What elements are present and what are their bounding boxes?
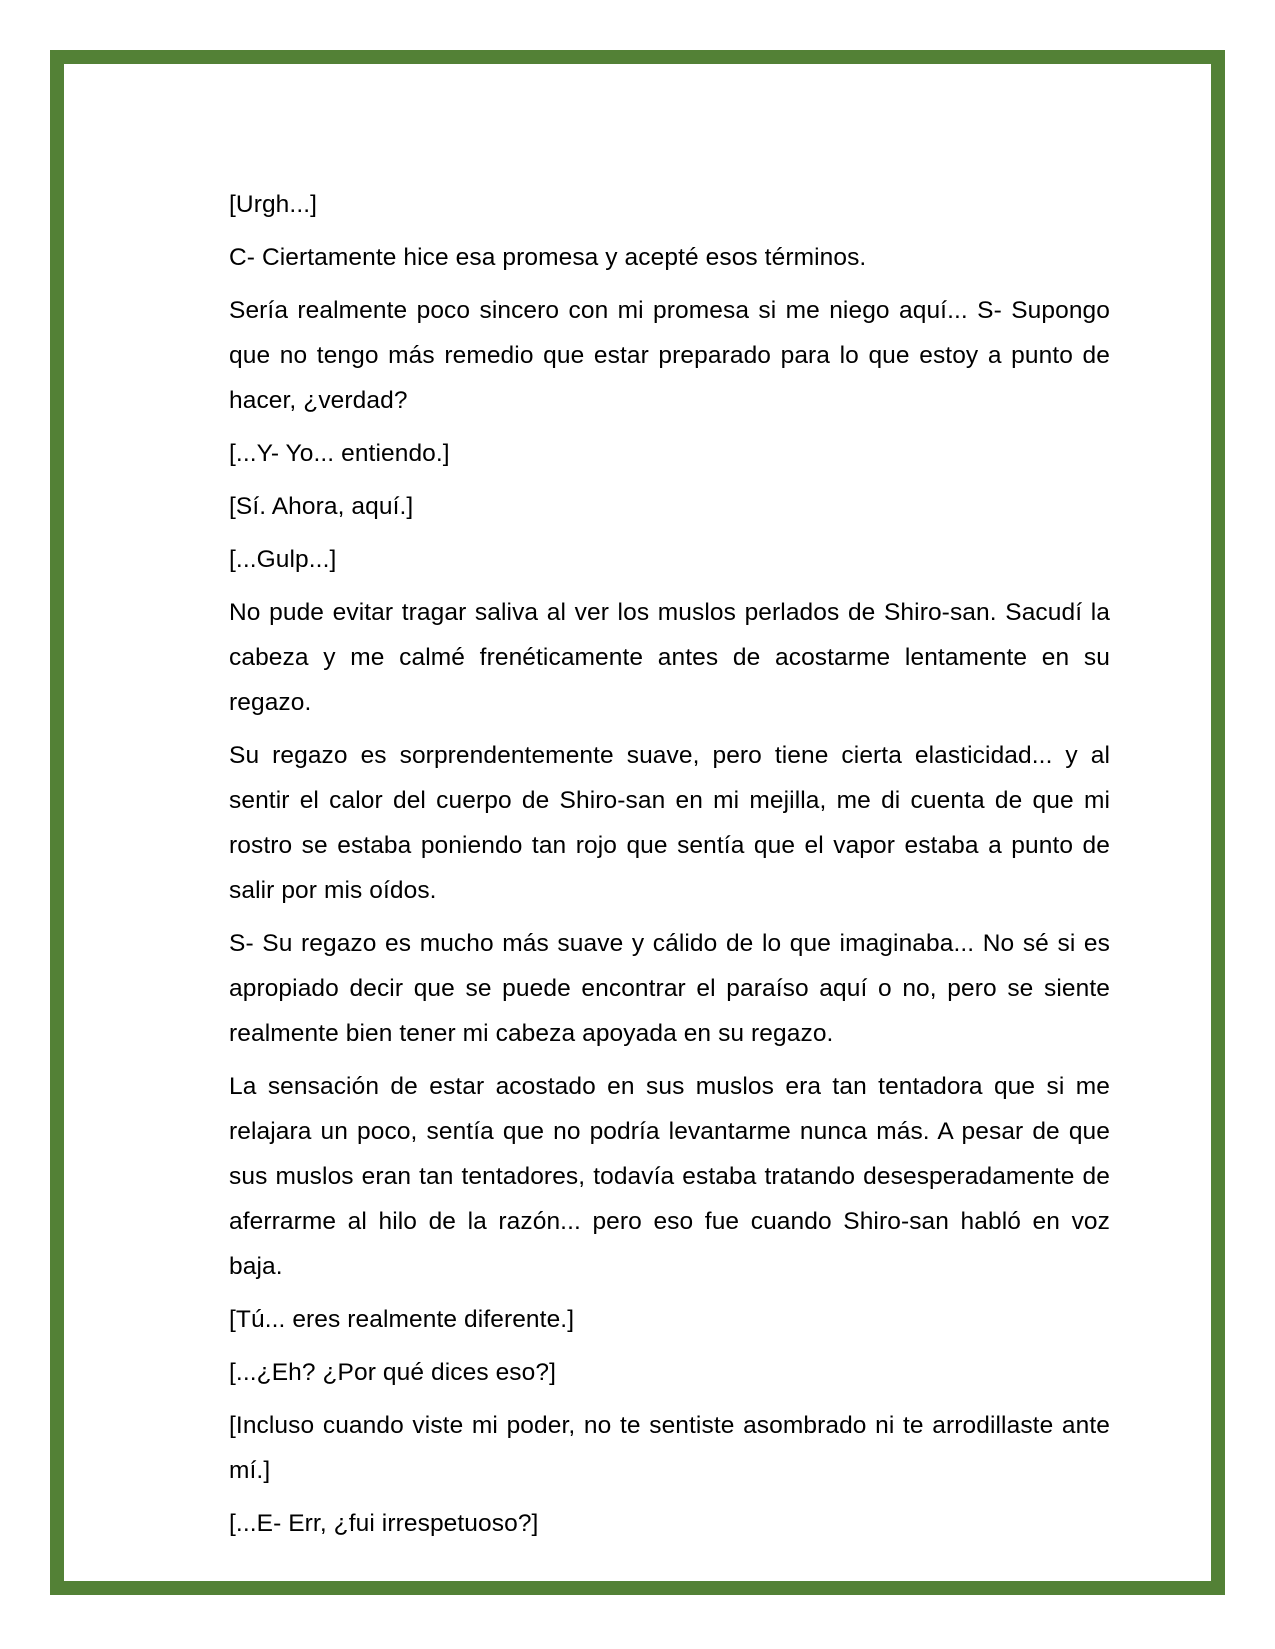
paragraph: [...Gulp...] [229, 546, 337, 573]
paragraph: La sensación de estar acostado en sus muslos era tan tentadora que si me relajara un poco, sentía que no podría levantarme nunca más. A pesar de que sus muslos eran tan tentadores, todavía estaba tratando desesperadamente de aferrarme al hilo de la razón... pero eso fue cuando Shiro-san habló en voz baja. [229, 1073, 1110, 1280]
paragraph: [Urgh...] [229, 191, 318, 218]
paragraph: [Incluso cuando viste mi poder, no te sentiste asombrado ni te arrodillaste ante mí.] [229, 1412, 1110, 1484]
paragraph: [...¿Eh? ¿Por qué dices eso?] [229, 1359, 557, 1386]
paragraph: [Tú... eres realmente diferente.] [229, 1306, 575, 1333]
paragraph: Su regazo es sorprendentemente suave, pero tiene cierta elasticidad... y al sentir el calor del cuerpo de Shiro-san en mi mejilla, me di cuenta de que mi rostro se estaba poniendo tan rojo que sentía que el vapor estaba a punto de salir por mis oídos. [229, 742, 1110, 904]
page-green-border-frame [50, 50, 1225, 1595]
paragraph: Sería realmente poco sincero con mi promesa si me niego aquí... S- Supongo que no tengo más remedio que estar preparado para lo que estoy a punto de hacer, ¿verdad? [229, 297, 1110, 414]
paragraph: C- Ciertamente hice esa promesa y acepté esos términos. [229, 244, 867, 271]
paragraph: [Sí. Ahora, aquí.] [229, 493, 414, 520]
paragraph: [...E- Err, ¿fui irrespetuoso?] [229, 1510, 539, 1537]
paragraph: No pude evitar tragar saliva al ver los muslos perlados de Shiro-san. Sacudí la cabeza y me calmé frenéticamente antes de acostarme lentamente en su regazo. [229, 599, 1110, 716]
document-body-text [229, 182, 1110, 1546]
paragraph: [...Y- Yo... entiendo.] [229, 440, 450, 467]
paragraph: S- Su regazo es mucho más suave y cálido de lo que imaginaba... No sé si es apropiado decir que se puede encontrar el paraíso aquí o no, pero se siente realmente bien tener mi cabeza apoyada en su regazo. [229, 930, 1110, 1047]
